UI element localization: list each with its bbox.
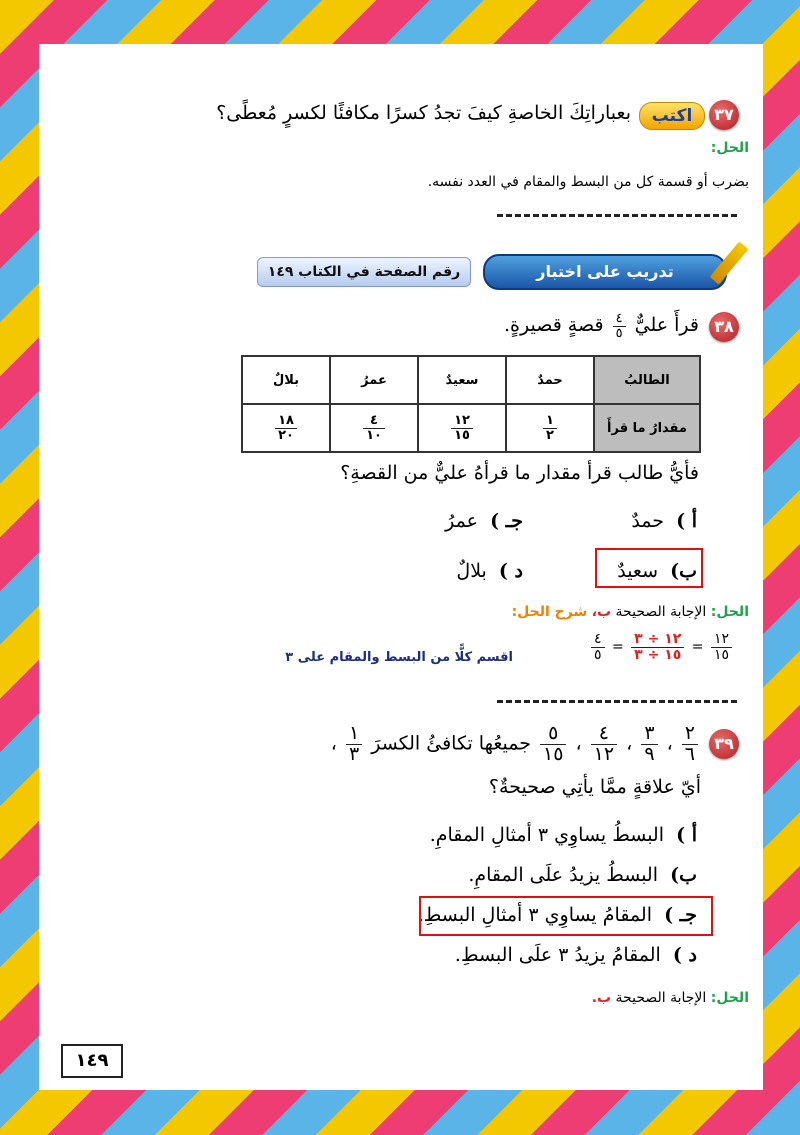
divider-2 — [497, 700, 737, 703]
q39-stem-tail: جميعُها تكافئُ الكسرَ — [371, 732, 531, 755]
q38-fraction: $\frac{٤}{٥}$ — [613, 312, 626, 340]
q39-fraction: $\frac{٥}{١٥}$ — [540, 724, 566, 765]
write-badge: اكتب — [639, 102, 705, 130]
table-row — [242, 404, 700, 452]
q38-solution: الحل: الإجابة الصحيحة ب، شرح الحل: — [511, 604, 749, 620]
q39-stem: $\frac{٢}{٦}$ ، $\frac{٣}{٩}$ ، $\frac{٤}{١٢}$ ، $\frac{٥}{١٥}$ جميعُها تكافئُ الكسرَ $\frac{١}{٣}$ ، — [331, 724, 701, 765]
question-number-38: ٣٨ — [709, 312, 739, 342]
divider-1 — [497, 214, 737, 217]
eq-result: $\frac{٤}{٥}$ — [591, 632, 605, 662]
table-cell-fraction: $\frac{١}{٢}$ — [506, 404, 594, 452]
q39-fraction: $\frac{٢}{٦}$ — [682, 724, 698, 765]
table-header-student: الطالبُ — [594, 356, 700, 404]
q37-solution-label: الحل: — [710, 140, 749, 156]
table-cell-name: سعيدٌ — [418, 356, 506, 404]
page-number: ١٤٩ — [61, 1044, 123, 1078]
q38-explanation: اقسم كلًّا من البسط والمقام على ٣ — [285, 650, 513, 665]
q39-option-c: جـ ) المقامُ يساوِي ٣ أمثالِ البسطِ. — [417, 904, 697, 926]
q39-solution: الحل: الإجابة الصحيحة ب. — [591, 990, 749, 1006]
question-number-39: ٣٩ — [709, 729, 739, 759]
table-cell-name: حمدٌ — [506, 356, 594, 404]
eq-division: $\frac{١٢ \div ٣}{١٥ \div ٣}$ — [631, 632, 684, 662]
q37-question: بعباراتِكَ الخاصةِ كيفَ تجدُ كسرًا مكافئًا لكسرٍ مُعطًى؟ — [216, 102, 631, 124]
question-number-37: ٣٧ — [709, 100, 739, 130]
option-b: ب) سعيدٌ — [617, 560, 697, 582]
option-a: أ ) حمدٌ — [631, 510, 697, 532]
eq-original: $\frac{١٢}{١٥}$ — [711, 632, 732, 662]
table-cell-name: عمرُ — [330, 356, 418, 404]
book-page-reference: رقم الصفحة في الكتاب ١٤٩ — [257, 257, 471, 287]
q39-option-a: أ ) البسطُ يساوِي ٣ أمثالِ المقامِ. — [429, 824, 697, 846]
table-cell-name: بلالٌ — [242, 356, 330, 404]
q38-stem-b: قصةٍ قصيرةٍ. — [504, 314, 604, 337]
q39-prompt: أيّ علاقةٍ ممَّا يأتِي صحيحةٌ؟ — [488, 776, 701, 798]
table-row — [242, 356, 700, 404]
correct-answer-box-q39 — [419, 896, 713, 936]
q37-answer: بضرب أو قسمة كل من البسط والمقام في العدد نفسه. — [427, 174, 749, 190]
q39-fraction: $\frac{٣}{٩}$ — [641, 724, 657, 765]
q38-stem — [504, 312, 699, 340]
table-header-amount: مقدارُ ما قرأَ — [594, 404, 700, 452]
reading-table — [241, 355, 701, 453]
option-c: جـ ) عمرُ — [445, 510, 523, 532]
q38-stem-a: قرأَ عليٌّ — [634, 314, 699, 337]
correct-answer-box-q38 — [595, 548, 703, 588]
table-cell-fraction: $\frac{١٨}{٢٠}$ — [242, 404, 330, 452]
table-cell-fraction: $\frac{٤}{١٠}$ — [330, 404, 418, 452]
q39-option-d: د ) المقامُ يزيدُ ٣ علَى البسطِ. — [454, 944, 697, 966]
q38-equation: $\frac{٤}{٥}$ = $\frac{١٢ \div ٣}{١٥ \div ٣}$ = $\frac{١٢}{١٥}$ — [574, 632, 749, 662]
q39-option-b: ب) البسطُ يزيدُ علَى المقامِ. — [468, 864, 697, 886]
q38-prompt: فأيُّ طالب قرأ مقدار ما قرأهُ عليٌّ من القصةِ؟ — [340, 462, 699, 484]
table-cell-fraction: $\frac{١٢}{١٥}$ — [418, 404, 506, 452]
q39-fraction: $\frac{٤}{١٢}$ — [591, 724, 617, 765]
practice-banner: تدريب على اختبار — [483, 254, 727, 290]
option-d: د ) بلالٌ — [456, 560, 523, 582]
page — [39, 44, 763, 1090]
q39-target-fraction: $\frac{١}{٣}$ — [346, 724, 362, 765]
